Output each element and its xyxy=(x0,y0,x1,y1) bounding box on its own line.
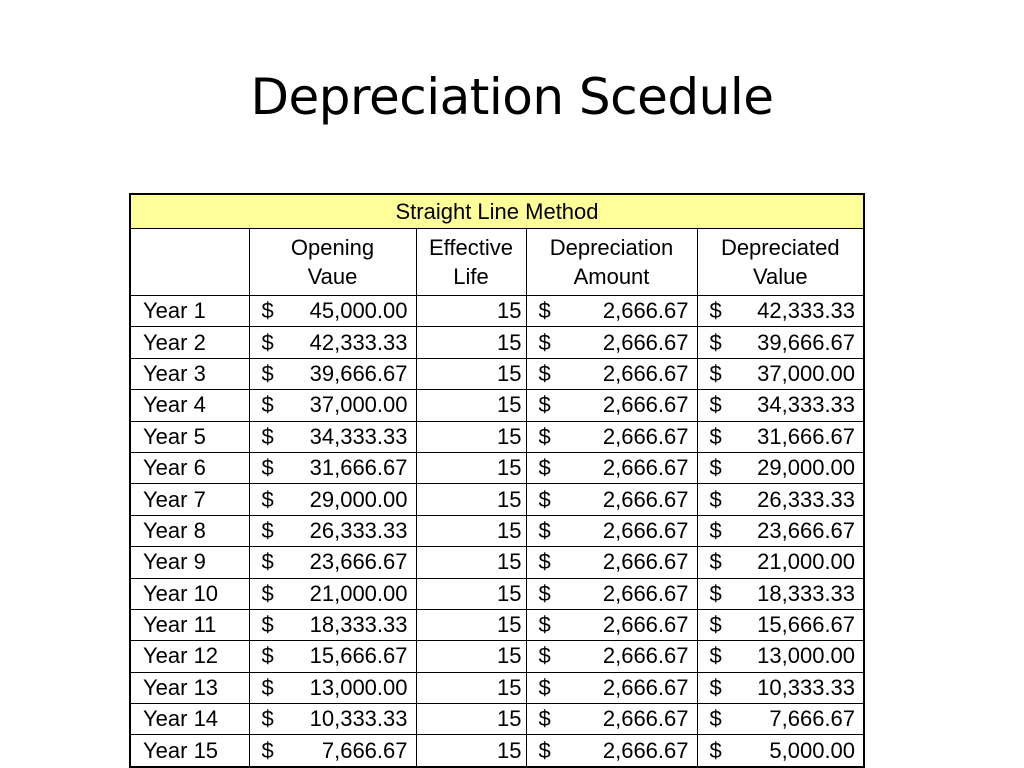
header-amount-line-2: Amount xyxy=(573,264,650,289)
effective-life-cell: 15 xyxy=(416,327,526,358)
year-cell: Year 6 xyxy=(130,452,249,483)
effective-life-cell: 15 xyxy=(416,704,526,735)
header-life-line-2: Life xyxy=(453,264,489,289)
table-row xyxy=(130,421,864,452)
year-cell: Year 5 xyxy=(130,421,249,452)
depreciation-amount-cell-value: 2,666.67 xyxy=(602,455,689,481)
opening-value-cell-value: 29,000.00 xyxy=(309,486,408,512)
depreciated-value-cell-value: 10,333.33 xyxy=(757,674,856,700)
depreciated-value-cell xyxy=(697,578,864,609)
opening-value-cell-value: 37,000.00 xyxy=(309,392,408,418)
depreciation-amount-cell xyxy=(526,327,697,358)
depreciation-amount-cell-value: 2,666.67 xyxy=(602,612,689,638)
opening-value-cell xyxy=(249,641,416,672)
currency-symbol: $ xyxy=(709,580,722,606)
table-title-row xyxy=(130,194,864,229)
depreciated-value-cell-value: 15,666.67 xyxy=(757,612,856,638)
depreciation-amount-cell xyxy=(526,358,697,389)
depreciated-value-cell-value: 23,666.67 xyxy=(757,517,856,543)
currency-symbol: $ xyxy=(538,329,551,355)
depreciation-amount-cell-value: 2,666.67 xyxy=(602,737,689,763)
opening-value-cell-value: 31,666.67 xyxy=(309,455,408,481)
header-value-line-1: Depreciated xyxy=(720,235,840,260)
currency-symbol: $ xyxy=(538,360,551,386)
table-row xyxy=(130,704,864,735)
currency-symbol: $ xyxy=(709,486,722,512)
depreciated-value-cell xyxy=(697,390,864,421)
depreciated-value-cell-value: 29,000.00 xyxy=(757,455,856,481)
year-cell: Year 10 xyxy=(130,578,249,609)
currency-symbol: $ xyxy=(538,298,551,324)
currency-symbol: $ xyxy=(709,329,722,355)
depreciation-amount-cell xyxy=(526,390,697,421)
depreciated-value-cell xyxy=(697,704,864,735)
table-row xyxy=(130,547,864,578)
opening-value-cell xyxy=(249,484,416,515)
table-row xyxy=(130,452,864,483)
opening-value-cell-value: 42,333.33 xyxy=(309,329,408,355)
currency-symbol: $ xyxy=(261,580,274,606)
table-row xyxy=(130,515,864,546)
depreciation-amount-cell-value: 2,666.67 xyxy=(602,706,689,732)
opening-value-cell xyxy=(249,672,416,703)
table-row xyxy=(130,327,864,358)
year-cell: Year 1 xyxy=(130,296,249,327)
year-cell: Year 9 xyxy=(130,547,249,578)
header-life-line-1: Effective xyxy=(429,235,513,260)
depreciated-value-cell xyxy=(697,327,864,358)
currency-symbol: $ xyxy=(261,706,274,732)
currency-symbol: $ xyxy=(261,423,274,449)
currency-symbol: $ xyxy=(709,392,722,418)
table-row xyxy=(130,672,864,703)
currency-symbol: $ xyxy=(261,455,274,481)
table-row xyxy=(130,390,864,421)
effective-life-cell: 15 xyxy=(416,609,526,640)
depreciated-value-cell-value: 5,000.00 xyxy=(769,737,856,763)
depreciation-amount-cell-value: 2,666.67 xyxy=(602,486,689,512)
currency-symbol: $ xyxy=(709,423,722,449)
depreciation-amount-cell xyxy=(526,609,697,640)
table-row xyxy=(130,609,864,640)
currency-symbol: $ xyxy=(261,329,274,355)
effective-life-cell: 15 xyxy=(416,672,526,703)
effective-life-cell: 15 xyxy=(416,547,526,578)
opening-value-cell xyxy=(249,515,416,546)
depreciation-amount-cell-value: 2,666.67 xyxy=(602,392,689,418)
currency-symbol: $ xyxy=(538,486,551,512)
currency-symbol: $ xyxy=(709,517,722,543)
depreciation-amount-cell-value: 2,666.67 xyxy=(602,298,689,324)
depreciated-value-cell xyxy=(697,484,864,515)
depreciated-value-cell-value: 31,666.67 xyxy=(757,423,856,449)
depreciated-value-cell xyxy=(697,641,864,672)
depreciation-amount-cell xyxy=(526,735,697,767)
opening-value-cell xyxy=(249,327,416,358)
currency-symbol: $ xyxy=(538,392,551,418)
depreciated-value-cell-value: 34,333.33 xyxy=(757,392,856,418)
opening-value-cell-value: 26,333.33 xyxy=(309,517,408,543)
currency-symbol: $ xyxy=(261,360,274,386)
currency-symbol: $ xyxy=(709,455,722,481)
opening-value-cell-value: 45,000.00 xyxy=(309,298,408,324)
opening-value-cell-value: 23,666.67 xyxy=(309,549,408,575)
year-cell: Year 14 xyxy=(130,704,249,735)
currency-symbol: $ xyxy=(709,706,722,732)
opening-value-cell xyxy=(249,390,416,421)
depreciated-value-cell-value: 39,666.67 xyxy=(757,329,856,355)
currency-symbol: $ xyxy=(709,737,722,763)
depreciation-amount-cell-value: 2,666.67 xyxy=(602,643,689,669)
effective-life-cell: 15 xyxy=(416,452,526,483)
opening-value-cell xyxy=(249,609,416,640)
opening-value-cell-value: 18,333.33 xyxy=(309,612,408,638)
table-row xyxy=(130,735,864,767)
effective-life-cell: 15 xyxy=(416,358,526,389)
currency-symbol: $ xyxy=(261,612,274,638)
effective-life-cell: 15 xyxy=(416,390,526,421)
currency-symbol: $ xyxy=(538,737,551,763)
depreciated-value-cell xyxy=(697,358,864,389)
opening-value-cell xyxy=(249,578,416,609)
currency-symbol: $ xyxy=(538,674,551,700)
year-cell: Year 4 xyxy=(130,390,249,421)
opening-value-cell-value: 21,000.00 xyxy=(309,580,408,606)
header-opening-line-2: Vaue xyxy=(307,264,358,289)
depreciated-value-cell-value: 18,333.33 xyxy=(757,580,856,606)
table-title: Straight Line Method xyxy=(130,194,864,229)
currency-symbol: $ xyxy=(261,737,274,763)
currency-symbol: $ xyxy=(709,674,722,700)
depreciated-value-cell xyxy=(697,735,864,767)
table-row xyxy=(130,484,864,515)
currency-symbol: $ xyxy=(538,455,551,481)
opening-value-cell xyxy=(249,296,416,327)
opening-value-cell xyxy=(249,421,416,452)
depreciated-value-cell xyxy=(697,296,864,327)
depreciation-amount-cell-value: 2,666.67 xyxy=(602,360,689,386)
opening-value-cell xyxy=(249,452,416,483)
opening-value-cell-value: 15,666.67 xyxy=(309,643,408,669)
depreciation-table xyxy=(129,193,865,768)
year-cell: Year 8 xyxy=(130,515,249,546)
opening-value-cell-value: 39,666.67 xyxy=(309,360,408,386)
header-effective-life xyxy=(416,229,526,296)
depreciated-value-cell-value: 7,666.67 xyxy=(769,706,856,732)
depreciation-amount-cell xyxy=(526,672,697,703)
year-cell: Year 2 xyxy=(130,327,249,358)
currency-symbol: $ xyxy=(538,517,551,543)
depreciated-value-cell xyxy=(697,421,864,452)
table-row xyxy=(130,358,864,389)
depreciation-amount-cell xyxy=(526,641,697,672)
currency-symbol: $ xyxy=(709,643,722,669)
header-opening-line-1: Opening xyxy=(290,235,375,260)
depreciation-amount-cell xyxy=(526,421,697,452)
header-opening-value xyxy=(249,229,416,296)
year-cell: Year 15 xyxy=(130,735,249,767)
table-row xyxy=(130,578,864,609)
opening-value-cell-value: 7,666.67 xyxy=(321,737,408,763)
depreciation-amount-cell xyxy=(526,296,697,327)
year-cell: Year 11 xyxy=(130,609,249,640)
depreciated-value-cell xyxy=(697,672,864,703)
depreciation-amount-cell-value: 2,666.67 xyxy=(602,423,689,449)
depreciated-value-cell-value: 42,333.33 xyxy=(757,298,856,324)
year-cell: Year 3 xyxy=(130,358,249,389)
depreciation-amount-cell-value: 2,666.67 xyxy=(602,549,689,575)
depreciated-value-cell xyxy=(697,609,864,640)
depreciated-value-cell xyxy=(697,515,864,546)
table-row xyxy=(130,641,864,672)
currency-symbol: $ xyxy=(261,643,274,669)
effective-life-cell: 15 xyxy=(416,515,526,546)
effective-life-cell: 15 xyxy=(416,484,526,515)
currency-symbol: $ xyxy=(538,423,551,449)
effective-life-cell: 15 xyxy=(416,296,526,327)
currency-symbol: $ xyxy=(709,549,722,575)
depreciation-amount-cell xyxy=(526,578,697,609)
year-cell: Year 13 xyxy=(130,672,249,703)
depreciation-amount-cell xyxy=(526,704,697,735)
effective-life-cell: 15 xyxy=(416,578,526,609)
header-year xyxy=(130,229,249,296)
currency-symbol: $ xyxy=(538,549,551,575)
opening-value-cell xyxy=(249,358,416,389)
year-cell: Year 7 xyxy=(130,484,249,515)
currency-symbol: $ xyxy=(261,549,274,575)
currency-symbol: $ xyxy=(261,674,274,700)
effective-life-cell: 15 xyxy=(416,735,526,767)
opening-value-cell xyxy=(249,547,416,578)
currency-symbol: $ xyxy=(261,517,274,543)
header-depreciated-value xyxy=(697,229,864,296)
header-depreciation-amount xyxy=(526,229,697,296)
slide-title: Depreciation Scedule xyxy=(250,68,774,126)
depreciation-amount-cell-value: 2,666.67 xyxy=(602,517,689,543)
depreciation-amount-cell-value: 2,666.67 xyxy=(602,580,689,606)
currency-symbol: $ xyxy=(538,643,551,669)
currency-symbol: $ xyxy=(709,360,722,386)
year-cell: Year 12 xyxy=(130,641,249,672)
depreciation-amount-cell xyxy=(526,515,697,546)
opening-value-cell-value: 13,000.00 xyxy=(309,674,408,700)
effective-life-cell: 15 xyxy=(416,421,526,452)
header-value-line-2: Value xyxy=(752,264,808,289)
depreciated-value-cell-value: 21,000.00 xyxy=(757,549,856,575)
currency-symbol: $ xyxy=(538,706,551,732)
opening-value-cell-value: 10,333.33 xyxy=(309,706,408,732)
depreciated-value-cell-value: 13,000.00 xyxy=(757,643,856,669)
currency-symbol: $ xyxy=(261,298,274,324)
depreciation-amount-cell xyxy=(526,547,697,578)
header-row xyxy=(130,229,864,296)
currency-symbol: $ xyxy=(538,612,551,638)
header-amount-line-1: Depreciation xyxy=(549,235,674,260)
depreciation-amount-cell xyxy=(526,484,697,515)
currency-symbol: $ xyxy=(538,580,551,606)
opening-value-cell xyxy=(249,735,416,767)
depreciated-value-cell xyxy=(697,452,864,483)
depreciated-value-cell-value: 37,000.00 xyxy=(757,360,856,386)
depreciated-value-cell xyxy=(697,547,864,578)
effective-life-cell: 15 xyxy=(416,641,526,672)
opening-value-cell xyxy=(249,704,416,735)
currency-symbol: $ xyxy=(261,392,274,418)
depreciation-amount-cell xyxy=(526,452,697,483)
currency-symbol: $ xyxy=(261,486,274,512)
currency-symbol: $ xyxy=(709,612,722,638)
currency-symbol: $ xyxy=(709,298,722,324)
table-row xyxy=(130,296,864,327)
depreciation-amount-cell-value: 2,666.67 xyxy=(602,329,689,355)
opening-value-cell-value: 34,333.33 xyxy=(309,423,408,449)
depreciation-amount-cell-value: 2,666.67 xyxy=(602,674,689,700)
depreciated-value-cell-value: 26,333.33 xyxy=(757,486,856,512)
